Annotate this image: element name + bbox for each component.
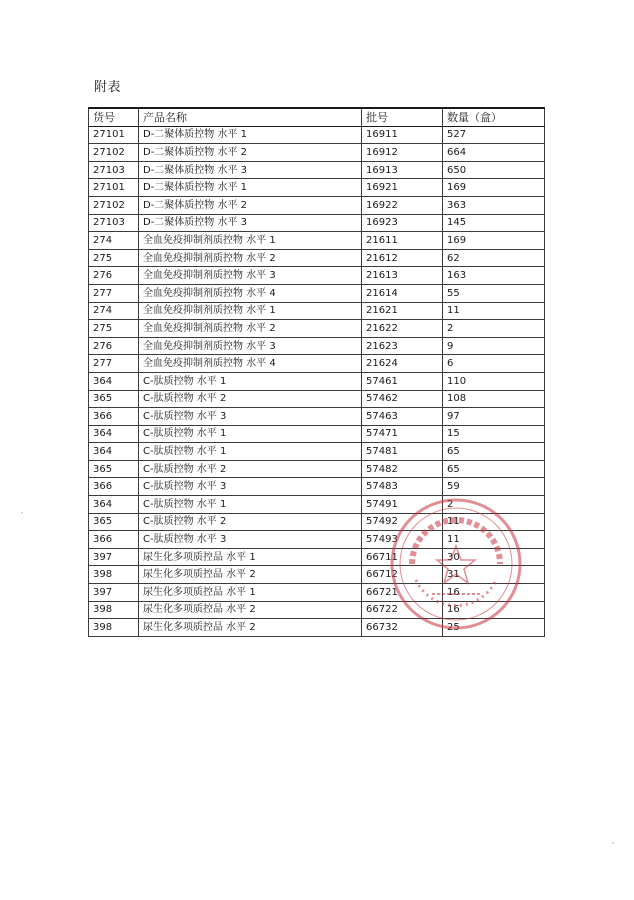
cell-product-name: C-肽质控物 水平 1 (139, 425, 362, 443)
cell-quantity: 11 (443, 513, 545, 531)
cell-quantity: 15 (443, 425, 545, 443)
cell-quantity: 65 (443, 443, 545, 461)
table-row (89, 619, 545, 637)
cell-item-no: 398 (89, 566, 139, 584)
cell-lot-no: 16923 (362, 214, 443, 232)
table-row (89, 531, 545, 549)
table-row (89, 302, 545, 320)
cell-item-no: 366 (89, 478, 139, 496)
cell-quantity: 31 (443, 566, 545, 584)
cell-product-name: D-二聚体质控物 水平 3 (139, 214, 362, 232)
table-row (89, 443, 545, 461)
cell-quantity: 11 (443, 302, 545, 320)
cell-lot-no: 21613 (362, 267, 443, 285)
cell-item-no: 366 (89, 408, 139, 426)
cell-lot-no: 66722 (362, 601, 443, 619)
table-header-row (89, 108, 545, 126)
cell-product-name: 尿生化多项质控品 水平 1 (139, 584, 362, 602)
cell-quantity: 55 (443, 284, 545, 302)
cell-lot-no: 57492 (362, 513, 443, 531)
table-row (89, 460, 545, 478)
cell-lot-no: 57471 (362, 425, 443, 443)
table-row (89, 601, 545, 619)
cell-product-name: 尿生化多项质控品 水平 2 (139, 566, 362, 584)
cell-product-name: 全血免疫抑制剂质控物 水平 4 (139, 355, 362, 373)
table-row (89, 126, 545, 144)
table-row (89, 249, 545, 267)
cell-product-name: C-肽质控物 水平 1 (139, 443, 362, 461)
cell-product-name: 全血免疫抑制剂质控物 水平 2 (139, 320, 362, 338)
cell-lot-no: 21621 (362, 302, 443, 320)
cell-item-no: 274 (89, 232, 139, 250)
table-body (89, 126, 545, 636)
cell-quantity: 363 (443, 196, 545, 214)
cell-lot-no: 57491 (362, 496, 443, 514)
cell-item-no: 366 (89, 531, 139, 549)
table-row (89, 390, 545, 408)
page-title: 附表 (94, 80, 122, 95)
cell-lot-no: 21624 (362, 355, 443, 373)
cell-quantity: 11 (443, 531, 545, 549)
table-row (89, 566, 545, 584)
cell-product-name: 全血免疫抑制剂质控物 水平 4 (139, 284, 362, 302)
cell-quantity: 2 (443, 320, 545, 338)
cell-product-name: 尿生化多项质控品 水平 1 (139, 548, 362, 566)
cell-quantity: 16 (443, 584, 545, 602)
cell-item-no: 365 (89, 460, 139, 478)
cell-product-name: 全血免疫抑制剂质控物 水平 2 (139, 249, 362, 267)
cell-lot-no: 66711 (362, 548, 443, 566)
table-row (89, 214, 545, 232)
cell-lot-no: 16922 (362, 196, 443, 214)
cell-item-no: 27101 (89, 126, 139, 144)
cell-item-no: 397 (89, 548, 139, 566)
header-product-name: 产品名称 (139, 108, 362, 126)
cell-product-name: C-肽质控物 水平 3 (139, 408, 362, 426)
cell-quantity: 527 (443, 126, 545, 144)
table-row (89, 496, 545, 514)
cell-quantity: 163 (443, 267, 545, 285)
cell-item-no: 27102 (89, 196, 139, 214)
cell-item-no: 275 (89, 320, 139, 338)
cell-product-name: C-肽质控物 水平 1 (139, 372, 362, 390)
cell-product-name: 尿生化多项质控品 水平 2 (139, 619, 362, 637)
table-row (89, 320, 545, 338)
cell-product-name: C-肽质控物 水平 2 (139, 390, 362, 408)
scan-speck (612, 842, 614, 844)
cell-lot-no: 57481 (362, 443, 443, 461)
cell-item-no: 277 (89, 284, 139, 302)
cell-quantity: 9 (443, 337, 545, 355)
cell-lot-no: 57463 (362, 408, 443, 426)
header-lot-no: 批号 (362, 108, 443, 126)
cell-quantity: 145 (443, 214, 545, 232)
table-row (89, 478, 545, 496)
header-quantity: 数量（盒） (443, 108, 545, 126)
cell-lot-no: 21611 (362, 232, 443, 250)
cell-item-no: 364 (89, 372, 139, 390)
header-item-no: 货号 (89, 108, 139, 126)
cell-lot-no: 16913 (362, 161, 443, 179)
cell-product-name: C-肽质控物 水平 3 (139, 478, 362, 496)
table-row (89, 372, 545, 390)
cell-lot-no: 21622 (362, 320, 443, 338)
table-row (89, 425, 545, 443)
cell-product-name: C-肽质控物 水平 1 (139, 496, 362, 514)
cell-item-no: 274 (89, 302, 139, 320)
cell-lot-no: 16921 (362, 179, 443, 197)
cell-product-name: 全血免疫抑制剂质控物 水平 3 (139, 267, 362, 285)
cell-product-name: C-肽质控物 水平 2 (139, 460, 362, 478)
cell-item-no: 276 (89, 337, 139, 355)
cell-quantity: 16 (443, 601, 545, 619)
cell-product-name: D-二聚体质控物 水平 1 (139, 179, 362, 197)
cell-quantity: 30 (443, 548, 545, 566)
cell-quantity: 62 (443, 249, 545, 267)
cell-lot-no: 16911 (362, 126, 443, 144)
cell-quantity: 65 (443, 460, 545, 478)
table-row (89, 337, 545, 355)
cell-product-name: D-二聚体质控物 水平 1 (139, 126, 362, 144)
cell-quantity: 97 (443, 408, 545, 426)
cell-item-no: 398 (89, 619, 139, 637)
table-row (89, 548, 545, 566)
cell-item-no: 364 (89, 496, 139, 514)
cell-product-name: 全血免疫抑制剂质控物 水平 1 (139, 302, 362, 320)
cell-lot-no: 66732 (362, 619, 443, 637)
cell-product-name: 尿生化多项质控品 水平 2 (139, 601, 362, 619)
cell-product-name: D-二聚体质控物 水平 2 (139, 196, 362, 214)
cell-lot-no: 21614 (362, 284, 443, 302)
cell-quantity: 2 (443, 496, 545, 514)
table-row (89, 355, 545, 373)
table-row (89, 513, 545, 531)
cell-quantity: 59 (443, 478, 545, 496)
cell-product-name: D-二聚体质控物 水平 2 (139, 144, 362, 162)
cell-lot-no: 57462 (362, 390, 443, 408)
cell-lot-no: 57483 (362, 478, 443, 496)
cell-lot-no: 21612 (362, 249, 443, 267)
cell-item-no: 364 (89, 425, 139, 443)
cell-quantity: 650 (443, 161, 545, 179)
cell-product-name: 全血免疫抑制剂质控物 水平 3 (139, 337, 362, 355)
cell-lot-no: 57461 (362, 372, 443, 390)
cell-quantity: 108 (443, 390, 545, 408)
cell-product-name: C-肽质控物 水平 3 (139, 531, 362, 549)
cell-item-no: 27103 (89, 161, 139, 179)
cell-lot-no: 66721 (362, 584, 443, 602)
scan-speck (21, 512, 23, 514)
appendix-table (88, 107, 545, 637)
cell-lot-no: 16912 (362, 144, 443, 162)
table-row (89, 232, 545, 250)
cell-product-name: 全血免疫抑制剂质控物 水平 1 (139, 232, 362, 250)
cell-lot-no: 57482 (362, 460, 443, 478)
cell-quantity: 169 (443, 179, 545, 197)
table-row (89, 161, 545, 179)
table-row (89, 267, 545, 285)
cell-item-no: 277 (89, 355, 139, 373)
cell-lot-no: 21623 (362, 337, 443, 355)
cell-item-no: 276 (89, 267, 139, 285)
cell-item-no: 27102 (89, 144, 139, 162)
cell-quantity: 6 (443, 355, 545, 373)
cell-lot-no: 57493 (362, 531, 443, 549)
cell-quantity: 110 (443, 372, 545, 390)
cell-item-no: 27101 (89, 179, 139, 197)
cell-quantity: 664 (443, 144, 545, 162)
table-row (89, 196, 545, 214)
cell-item-no: 27103 (89, 214, 139, 232)
table-row (89, 144, 545, 162)
cell-product-name: D-二聚体质控物 水平 3 (139, 161, 362, 179)
cell-item-no: 364 (89, 443, 139, 461)
cell-lot-no: 66712 (362, 566, 443, 584)
cell-quantity: 169 (443, 232, 545, 250)
cell-item-no: 365 (89, 513, 139, 531)
table-row (89, 179, 545, 197)
table-row (89, 284, 545, 302)
cell-item-no: 398 (89, 601, 139, 619)
cell-item-no: 365 (89, 390, 139, 408)
table-row (89, 408, 545, 426)
cell-quantity: 25 (443, 619, 545, 637)
cell-item-no: 397 (89, 584, 139, 602)
table-row (89, 584, 545, 602)
cell-product-name: C-肽质控物 水平 2 (139, 513, 362, 531)
cell-item-no: 275 (89, 249, 139, 267)
